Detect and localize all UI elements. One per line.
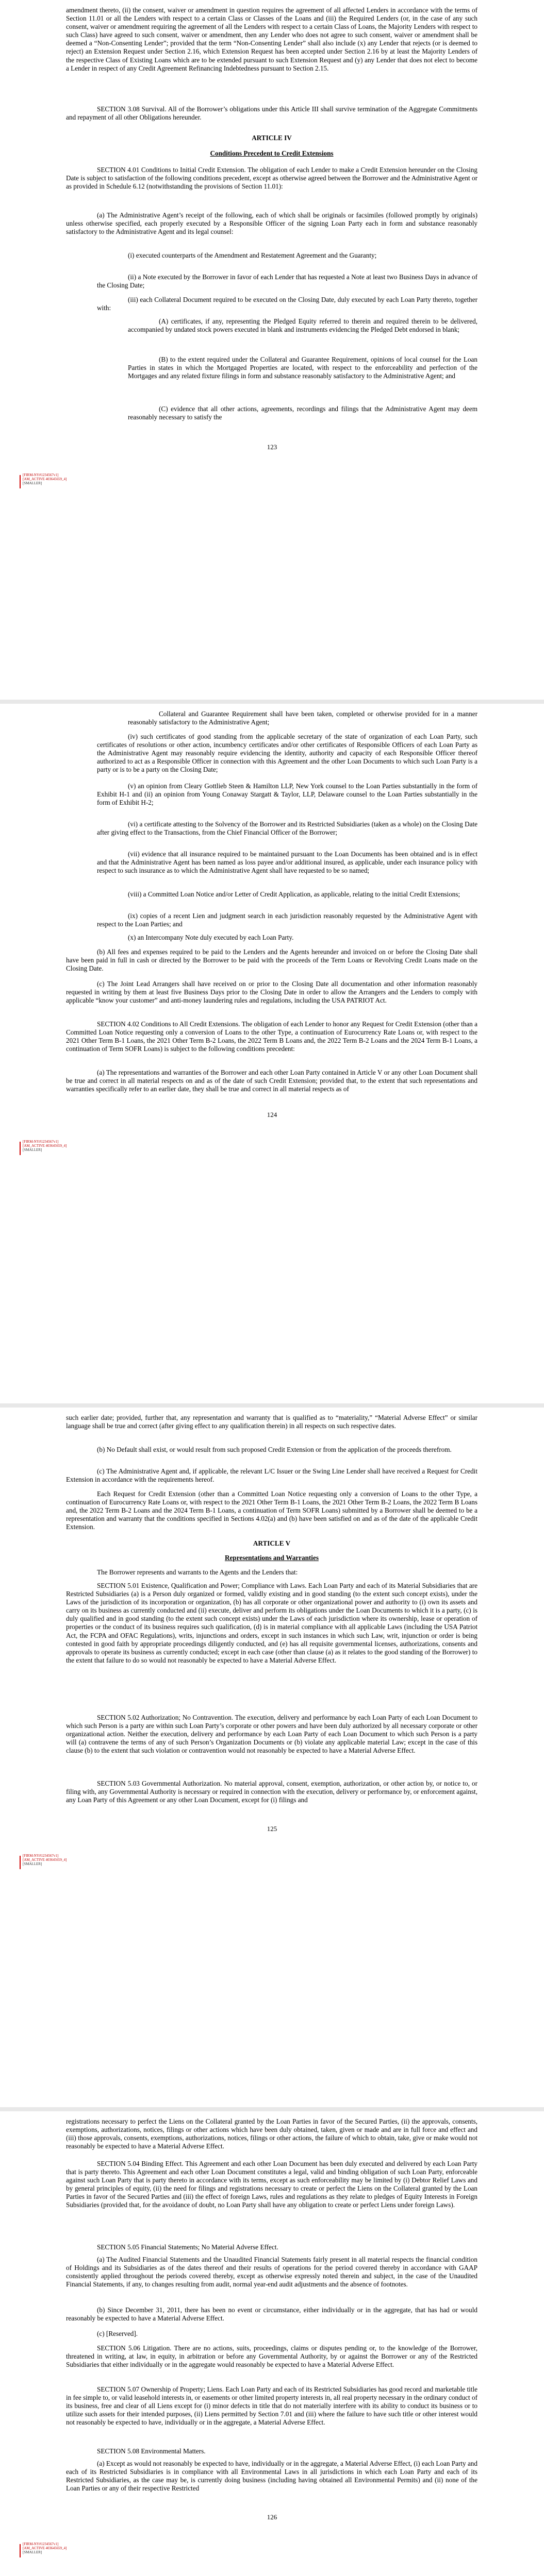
paragraph: such earlier date; provided, further that, any representation and warranty that is qualified as to “materiality,” “Material Adverse Effect” or similar language shall be true and correct (after giving effect to any qualification therein) in all respects on such respective dates. xyxy=(66,1414,477,1430)
paragraph: registrations necessary to perfect the Liens on the Collateral granted by the Loan Parties in favor of the Secured Parties, (ii) the approvals, consents, exemptions, authorizations, notices, filings or other actions which have been duly obtained, taken, given or made and are in full force and effect and (iii) those approvals, consents, exemptions, authorizations, notices, filings or other actions, the failure of which to obtain, take, give or make would not reasonably be expected to have a Material Adverse Effect. xyxy=(66,2117,477,2150)
paragraph: Collateral and Guarantee Requirement shall have been taken, completed or otherwise provided for in a manner reasonably satisfactory to the Administrative Agent; xyxy=(128,710,477,726)
section-5-02: SECTION 5.02 Authorization; No Contravention. The execution, delivery and performance by each Loan Party of each Loan Document to which such Person is a party are within such Loan Party’s corporate or other powers and have been duly authorized by all necessary corporate or other organizational action. Neither the execution, delivery and performance by each Loan Party of each Loan Document to which such Person is a party will (a) contravene the terms of any of such Person’s Organization Documents or (b) violate any applicable material Law; except in the case of this clause (b) to the extent that such violation or contravention would not reasonably be expected to have a Material Adverse Effect. xyxy=(66,1714,477,1755)
footer-id: [FIRM-NY#1234567v1] [AM_ACTIVE 403645659_4] [SMALLER] xyxy=(23,1854,67,1866)
section-3-08: SECTION 3.08 Survival. All of the Borrower’s obligations under this Article III shall survive termination of the Aggregate Commitments and repayment of all other Obligations hereunder. xyxy=(66,105,477,122)
section-5-07: SECTION 5.07 Ownership of Property; Liens. Each Loan Party and each of its Restricted Subsidiaries has good record and marketable title in fee simple to, or valid leasehold interests in, or easements or other limited property interests in, all real property necessary in the ordinary conduct of its business, free and clear of all Liens except for (i) minor defects in title that do not materially interfere with its ability to conduct its business or to utilize such assets for their intended purposes, (ii) Liens permitted by Section 7.01 and (iii) where the failure to have such title or other interest would not reasonably be expected to have, individually or in the aggregate, a Material Adverse Effect. xyxy=(66,2385,477,2427)
section-5-08: SECTION 5.08 Environmental Matters. xyxy=(97,2447,206,2455)
section-5-01: SECTION 5.01 Existence, Qualification and Power; Compliance with Laws. Each Loan Party and each of its Material Subsidiaries that are Restricted Subsidiaries (a) is a Person duly organized or formed, validly existing and in good standing (to the extent such concept exists), under the Laws of the jurisdiction of its incorporation or organization, (b) has all corporate or other organizational power and authority to (i) own its assets and carry on its business as currently conducted and (ii) execute, deliver and perform its obligations under the Loan Documents to which it is a party, (c) is duly qualified and in good standing (to the extent such concept exists) under the Laws of each jurisdiction where its ownership, lease or operation of properties or the conduct of its business requires such qualification, (d) is in material compliance with all applicable Laws (including the USA Patriot Act, the FCPA and OFAC Regulations), writs, injunctions and orders, except in such instances in which such Law, writ, injunction or order is being contested in good faith by appropriate proceedings diligently conducted, and (e) has all requisite governmental licenses, authorizations, consents and approvals to operate its business as currently conducted; except in each case (other than clause (a) as it relates to the good standing of the Borrower) to the extent that failure to do so would not reasonably be expected to have a Material Adverse Effect. xyxy=(66,1582,477,1664)
change-bar xyxy=(20,1142,21,1155)
section-5-06: SECTION 5.06 Litigation. There are no actions, suits, proceedings, claims or disputes pending or, to the knowledge of the Borrower, threatened in writing, at law, in equity, in arbitration or before any Governmental Authority, by or against the Borrower or any of the Restricted Subsidiaries that either individually or in the aggregate would reasonably be expected to have a Material Adverse Effect. xyxy=(66,2344,477,2369)
paragraph: (x) an Intercompany Note duly executed by each Loan Party. xyxy=(128,934,294,941)
page-124 xyxy=(0,704,544,1403)
footer-id: [FIRM-NY#1234567v1] [AM_ACTIVE 403645659_4] [SMALLER] xyxy=(23,473,67,485)
article-heading: ARTICLE IV xyxy=(252,134,292,142)
page-separator xyxy=(0,1403,544,1408)
paragraph: (a) The representations and warranties of the Borrower and each other Loan Party contained in Article V or any other Loan Document shall be true and correct in all material respects on and as of the date of such Credit Extension; provided that, to the extent that such representations and warranties specifically refer to an earlier date, they shall be true and correct in all material respects as of xyxy=(66,1069,477,1093)
section-5-04: SECTION 5.04 Binding Effect. This Agreement and each other Loan Document has been duly executed and delivered by each Loan Party that is party thereto. This Agreement and each other Loan Document constitutes a legal, valid and binding obligation of such Loan Party, enforceable against such Loan Party that is party thereto in accordance with its terms, except as such enforceability may be limited by (i) Debtor Relief Laws and by general principles of equity, (ii) the need for filings and registrations necessary to create or perfect the Liens on the Collateral granted by the Loan Parties in favor of the Secured Parties and (iii) the effect of foreign Laws, rules and regulations as they relate to pledges of Equity Interests in Foreign Subsidiaries (provided that, for the avoidance of doubt, no Loan Party shall have any obligation to create or perfect Liens under foreign Laws). xyxy=(66,2160,477,2209)
paragraph: (iv) such certificates of good standing from the applicable secretary of the state of organization of each Loan Party, such certificates of resolutions or other action, incumbency certificates and/or other certificates of Responsible Officers of each Loan Party as the Administrative Agent may reasonably require evidencing the identity, authority and capacity of each Responsible Officer thereof authorized to act as a Responsible Officer in connection with this Agreement and the other Loan Documents to which such Loan Party is a party or is to be a party on the Closing Date; xyxy=(97,733,477,774)
paragraph: (viii) a Committed Loan Notice and/or Letter of Credit Application, as applicable, relating to the initial Credit Extensions; xyxy=(128,890,460,898)
change-bar xyxy=(20,2544,21,2557)
paragraph: (vi) a certificate attesting to the Solvency of the Borrower and its Restricted Subsidiaries (taken as a whole) on the Closing Date after giving effect to the Transactions, from the Chief Financial Officer of the Borrower; xyxy=(97,820,477,837)
paragraph: (C) evidence that all other actions, agreements, recordings and filings that the Administrative Agent may deem reasonably necessary to satisfy the xyxy=(128,405,477,421)
paragraph: (a) The Administrative Agent’s receipt of the following, each of which shall be originals or facsimiles (followed promptly by originals) unless otherwise specified, each properly executed by a Responsible Officer of the signing Loan Party each in form and substance reasonably satisfactory to the Administrative Agent and its legal counsel: xyxy=(66,211,477,236)
paragraph: (b) No Default shall exist, or would result from such proposed Credit Extension or from the application of the proceeds therefrom. xyxy=(97,1446,452,1453)
paragraph: Each Request for Credit Extension (other than a Committed Loan Notice requesting only a conversion of Loans to the other Type, a continuation of Eurocurrency Rate Loans or, with respect to the 2021 Other Term B-1 Loans, the 2021 Other Term B-2 Loans, the 2022 Term B Loans and, the 2022 Term B-2 Loans and the 2024 Term B-1 Loans, a continuation of Term SOFR Loans) submitted by a Borrower shall be deemed to be a representation and warranty that the conditions specified in Sections 4.02(a) and (b) have been satisfied on and as of the date of the applicable Credit Extension. xyxy=(66,1490,477,1531)
paragraph: (c) [Reserved]. xyxy=(97,2330,138,2337)
paragraph: (A) certificates, if any, representing the Pledged Equity referred to therein and required therein to be delivered, accompanied by undated stock powers executed in blank and instruments evidencing the Pledged Debt endorsed in blank; xyxy=(128,317,477,334)
change-bar xyxy=(20,475,21,488)
article-subheading: Conditions Precedent to Credit Extensions xyxy=(210,149,334,157)
paragraph: (B) to the extent required under the Collateral and Guarantee Requirement, opinions of local counsel for the Loan Parties in states in which the Mortgaged Properties are located, with respect to the enforceability and perfection of the Mortgages and any related fixture filings in form and substance reasonably satisfactory to the Administrative Agent; and xyxy=(128,355,477,380)
page-separator xyxy=(0,2107,544,2111)
paragraph: (b) Since December 31, 2011, there has been no event or circumstance, either individually or in the aggregate, that has had or would reasonably be expected to have a Material Adverse Effect. xyxy=(66,2306,477,2323)
paragraph: (a) The Audited Financial Statements and the Unaudited Financial Statements fairly present in all material respects the financial condition of Holdings and its Subsidiaries as of the dates thereof and their results of operations for the period covered thereby in accordance with GAAP consistently applied throughout the periods covered thereby, except as otherwise expressly noted therein and subject, in the case of the Unaudited Financial Statements, if any, to changes resulting from audit, normal year-end audit adjustments and the absence of footnotes. xyxy=(66,2256,477,2289)
paragraph: The Borrower represents and warrants to the Agents and the Lenders that: xyxy=(97,1568,298,1576)
page-number: 123 xyxy=(267,443,277,451)
page-number: 125 xyxy=(267,1825,277,1833)
page-123 xyxy=(0,0,544,700)
change-bar xyxy=(20,1856,21,1869)
paragraph: (b) All fees and expenses required to be paid to the Lenders and the Agents hereunder and invoiced on or before the Closing Date shall have been paid in full in cash or directed by the Borrower to be paid with the proceeds of the Term Loans or Revolving Credit Loans made on the Closing Date. xyxy=(66,948,477,973)
article-heading: ARTICLE V xyxy=(253,1539,291,1547)
paragraph: (a) Except as would not reasonably be expected to have, individually or in the aggregate, a Material Adverse Effect, (i) each Loan Party and each of its Restricted Subsidiaries is in compliance with all Environmental Laws in all jurisdictions in which each Loan Party and each of its Restricted Subsidiaries, as the case may be, is currently doing business (including having obtained all Environmental Permits) and (ii) none of the Loan Parties or any of their respective Restricted xyxy=(66,2460,477,2493)
section-5-03: SECTION 5.03 Governmental Authorization. No material approval, consent, exemption, authorization, or other action by, or notice to, or filing with, any Governmental Authority is necessary or required in connection with the execution, delivery or performance by, or enforcement against, any Loan Party of this Agreement or any other Loan Document, except for (i) filings and xyxy=(66,1780,477,1804)
footer-id: [FIRM-NY#1234567v1] [AM_ACTIVE 403645659_4] [SMALLER] xyxy=(23,1140,67,1152)
page-126 xyxy=(0,2111,544,2576)
paragraph: (i) executed counterparts of the Amendment and Restatement Agreement and the Guaranty; xyxy=(128,251,377,259)
paragraph: (iii) each Collateral Document required to be executed on the Closing Date, duly executed by each Loan Party thereto, together with: xyxy=(97,296,477,312)
paragraph: (v) an opinion from Cleary Gottlieb Steen & Hamilton LLP, New York counsel to the Loan Parties substantially in the form of Exhibit H-1 and (ii) an opinion from Young Conaway Stargatt & Taylor, LLP, Delaware counsel to the Loan Parties substantially in the form of Exhibit H-2; xyxy=(97,782,477,807)
paragraph: (ii) a Note executed by the Borrower in favor of each Lender that has requested a Note at least two Business Days in advance of the Closing Date; xyxy=(97,273,477,290)
section-4-01: SECTION 4.01 Conditions to Initial Credit Extension. The obligation of each Lender to make a Credit Extension hereunder on the Closing Date is subject to satisfaction of the following conditions precedent, except as otherwise agreed between the Borrower and the Administrative Agent or as provided in Schedule 6.12 (notwithstanding the provisions of Section 11.01): xyxy=(66,166,477,191)
page-125 xyxy=(0,1408,544,2107)
article-subheading: Representations and Warranties xyxy=(225,1554,319,1562)
paragraph: (ix) copies of a recent Lien and judgment search in each jurisdiction reasonably requested by the Administrative Agent with respect to the Loan Parties; and xyxy=(97,912,477,928)
paragraph: (vii) evidence that all insurance required to be maintained pursuant to the Loan Documents has been obtained and is in effect and that the Administrative Agent has been named as loss payee and/or additional insured, as applicable, under each insurance policy with respect to such insurance as to which the Administrative Agent shall have requested to be so named; xyxy=(97,850,477,875)
page-number: 126 xyxy=(267,2513,277,2521)
footer-id: [FIRM-NY#1234567v1] [AM_ACTIVE 403645659_4] [SMALLER] xyxy=(23,2542,67,2554)
paragraph: amendment thereto, (ii) the consent, waiver or amendment in question requires the agreement of all affected Lenders in accordance with the terms of Section 11.01 or all the Lenders with respect to a certain Class or Classes of the Loans and (iii) the Required Lenders (or, in the case of any such consent, waiver or amendment requiring the agreement of all the Lenders with respect to a certain Class of Loans, the Majority Lenders with respect to such Class) have agreed to such consent, waiver or amendment, then any Lender who does not agree to such consent, waiver or amendment shall be deemed a “Non-Consenting Lender”; provided that the term “Non-Consenting Lender” shall also include (x) any Lender that rejects (or is deemed to reject) an Extension Request under Section 2.16, which Extension Request has been accepted under Section 2.16 by at least the Majority Lenders of the respective Class of Existing Loans which are to be extended pursuant to such Extension Request and (y) any Lender that does not elect to become a Lender in respect of any Credit Agreement Refinancing Indebtedness pursuant to Section 2.15. xyxy=(66,6,477,72)
paragraph: (c) The Joint Lead Arrangers shall have received on or prior to the Closing Date all documentation and other information reasonably requested in writing by them at least five Business Days prior to the Closing Date in order to allow the Arrangers and the Lenders to comply with applicable “know your customer” and anti-money laundering rules and regulations, including the USA PATRIOT Act. xyxy=(66,980,477,1005)
paragraph: (c) The Administrative Agent and, if applicable, the relevant L/C Issuer or the Swing Line Lender shall have received a Request for Credit Extension in accordance with the requirements hereof. xyxy=(66,1467,477,1484)
page-number: 124 xyxy=(267,1111,277,1118)
page-separator xyxy=(0,700,544,704)
section-4-02: SECTION 4.02 Conditions to All Credit Extensions. The obligation of each Lender to honor any Request for Credit Extension (other than a Committed Loan Notice requesting only a conversion of Loans to the other Type, a continuation of Eurocurrency Rate Loans or, with respect to the 2021 Other Term B-1 Loans, the 2021 Other Term B-2 Loans, the 2022 Term B Loans and, the 2022 Term B-2 Loans and the 2024 Term B-1 Loans, a continuation of Term SOFR Loans) is subject to the following conditions precedent: xyxy=(66,1020,477,1053)
section-5-05: SECTION 5.05 Financial Statements; No Material Adverse Effect. xyxy=(97,2243,278,2251)
